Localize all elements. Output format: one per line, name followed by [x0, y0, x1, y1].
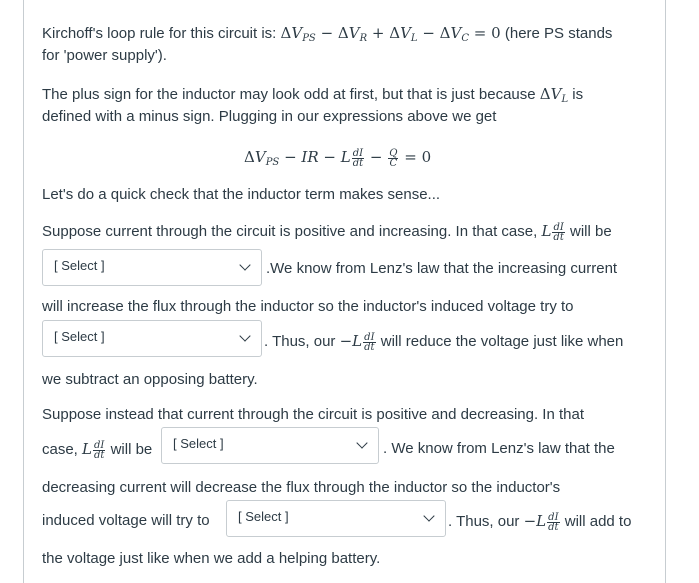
paragraph-increasing-line2: .We know from Lenz's law that the increasing current: [266, 260, 618, 277]
paragraph-decreasing-line4b: . Thus, our −L $\frac{dI}{dt}$ will add to: [448, 511, 632, 533]
paragraph-plus-sign-line2: defined with a minus sign. Plugging in our expressions above we get: [42, 108, 497, 125]
paragraph-decreasing-line4a: induced voltage will try to: [42, 512, 210, 529]
answer-select-2[interactable]: [ Select ]: [42, 320, 262, 357]
answer-select-4[interactable]: [ Select ]: [226, 500, 446, 537]
chevron-down-icon: [239, 330, 250, 341]
paragraph-increasing-line4: . Thus, our −L $\frac{dI}{dt}$ will reduce the voltage just like when: [264, 331, 624, 353]
paragraph-plus-sign-line1: The plus sign for the inductor may look odd at first, but that is just because $\Delta V_L$ is: [42, 85, 584, 105]
loop-equation: $\Delta V_{PS}$ − IR − L $\frac{dI}{dt}$ − $\frac{Q}{C}$ = 0: [244, 147, 432, 169]
paragraph-decreasing-line5: the voltage just like when we add a helping battery.: [42, 550, 381, 567]
paragraph-decreasing-line2a: case, L $\frac{dI}{dt}$ will be: [42, 439, 153, 461]
paragraph-kirchoff-line2: for 'power supply').: [42, 47, 167, 64]
paragraph-decreasing-line1: Suppose instead that current through the circuit is positive and decreasing. In that: [42, 406, 584, 423]
paragraph-increasing-line3: will increase the flux through the inductor so the inductor's induced voltage try to: [42, 298, 574, 315]
kirchoff-equation: $\Delta V_{PS} - \Delta V_R + \Delta V_L - \Delta V_C = 0$: [280, 24, 501, 44]
chevron-down-icon: [239, 259, 250, 270]
answer-select-1[interactable]: [ Select ]: [42, 249, 262, 286]
paragraph-increasing-line5: we subtract an opposing battery.: [42, 371, 258, 388]
paragraph-kirchoff-line1: Kirchoff's loop rule for this circuit is: $\Delta V_{PS} - \Delta V_R + \Delta V_L - \Delta V_C = 0$ (here PS stands: [42, 24, 613, 44]
paragraph-increasing-line1: Suppose current through the circuit is positive and increasing. In that case, L $\frac{dI}{dt}$ will be: [42, 221, 612, 243]
chevron-down-icon: [423, 510, 434, 521]
chevron-down-icon: [356, 437, 367, 448]
paragraph-decreasing-line2b: . We know from Lenz's law that the: [383, 440, 615, 457]
paragraph-decreasing-line3: decreasing current will decrease the flux through the inductor so the inductor's: [42, 479, 561, 496]
answer-select-3[interactable]: [ Select ]: [161, 427, 379, 464]
paragraph-quick-check: Let's do a quick check that the inductor term makes sense...: [42, 186, 441, 203]
